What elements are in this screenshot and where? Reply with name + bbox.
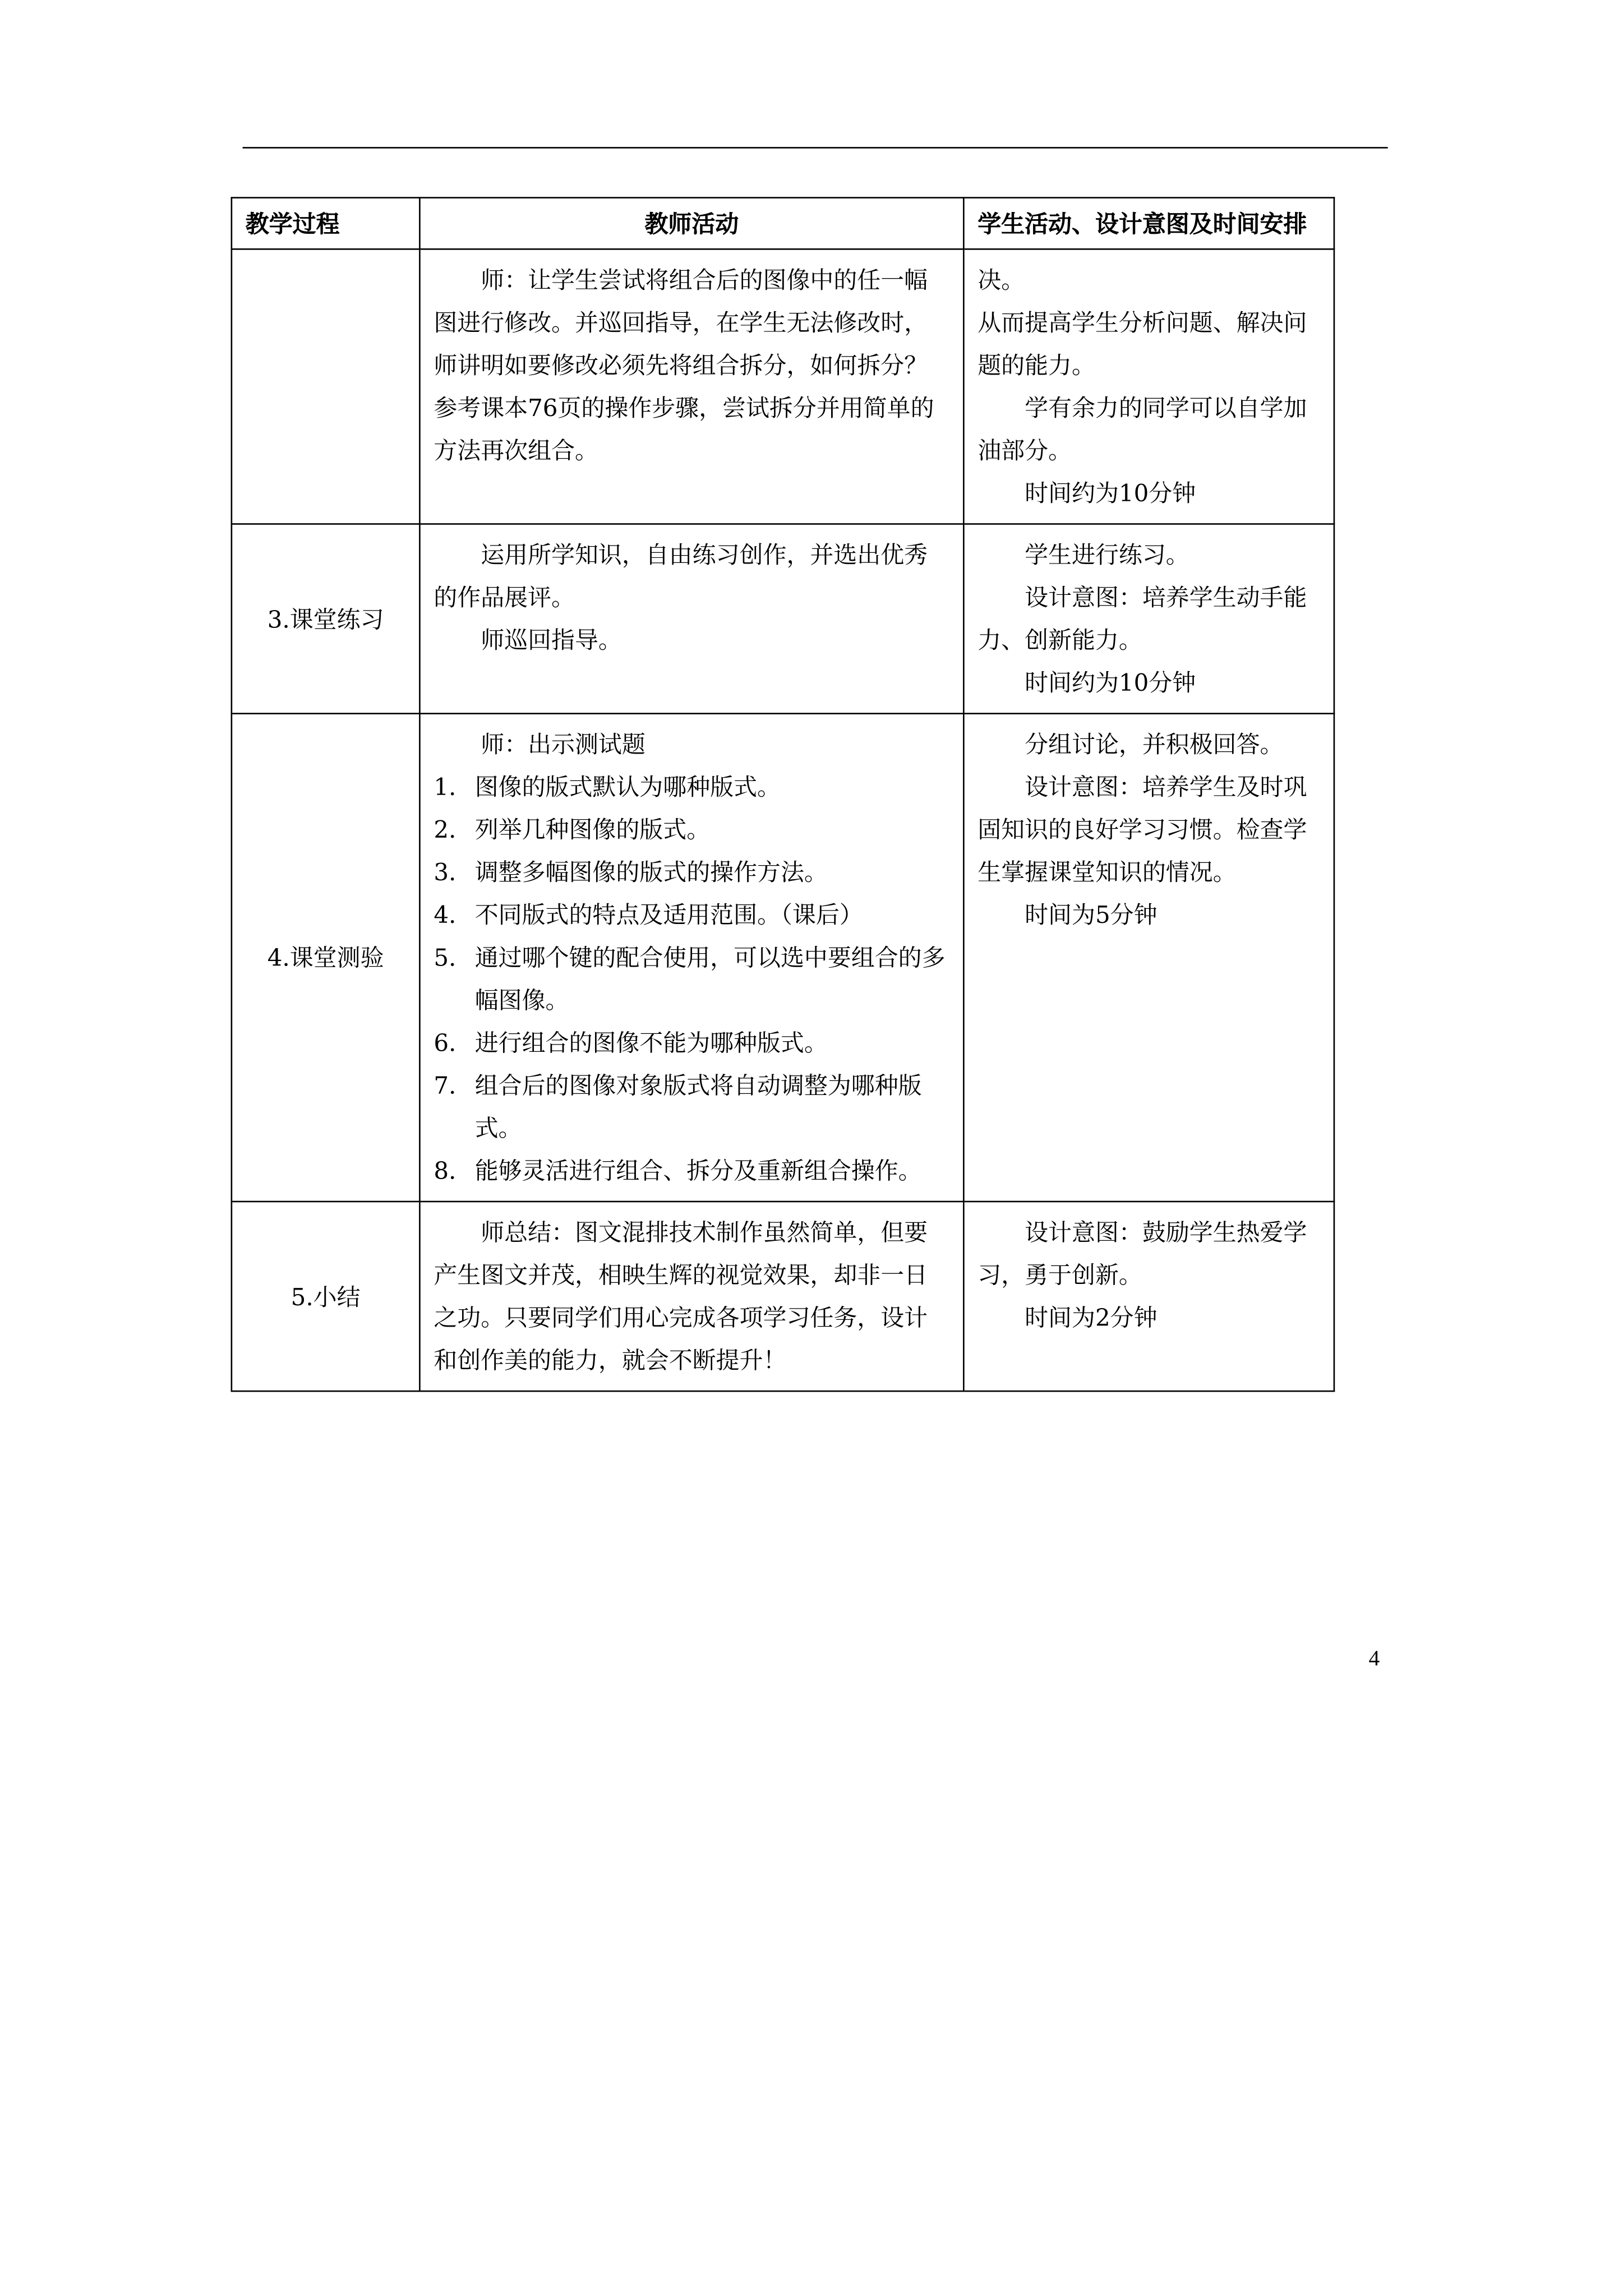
- question-number: 7.: [434, 1071, 457, 1100]
- question-text: 图像的版式默认为哪种版式。: [474, 773, 781, 801]
- student-text: 时间为2分钟: [1025, 1304, 1158, 1332]
- student-text: 设计意图：培养学生及时巩固知识的良好学习习惯。检查学生掌握课堂知识的情况。: [978, 773, 1307, 886]
- table-row: [232, 249, 1334, 524]
- student-cell: [963, 249, 1334, 524]
- table-row: [232, 524, 1334, 714]
- question-text: 组合后的图像对象版式将自动调整为哪种版式。: [474, 1071, 922, 1142]
- question-text: 调整多幅图像的版式的操作方法。: [474, 858, 828, 886]
- header-stage: 教学过程: [232, 198, 420, 250]
- student-cell: [963, 1202, 1334, 1391]
- student-text: 时间为5分钟: [1025, 900, 1158, 929]
- header-student-activity: 学生活动、设计意图及时间安排: [963, 198, 1334, 250]
- teacher-text: 师：让学生尝试将组合后的图像中的任一幅图进行修改。并巡回指导，在学生无法修改时，师讲明如要修改必须先将组合拆分，如何拆分？参考课本76页的操作步骤，尝试拆分并用简单的方法再次组合。: [434, 266, 934, 465]
- teacher-text: 师总结：图文混排技术制作虽然简单，但要产生图文并茂，相映生辉的视觉效果，却非一日之功。只要同学们用心完成各项学习任务，设计和创作美的能力，就会不断提升！: [434, 1218, 928, 1375]
- student-text: 从而提高学生分析问题、解决问题的能力。: [978, 308, 1307, 380]
- teacher-cell: [419, 1202, 963, 1391]
- list-item: [434, 936, 949, 1022]
- question-text: 能够灵活进行组合、拆分及重新组合操作。: [474, 1157, 922, 1185]
- student-text: 学有余力的同学可以自学加油部分。: [978, 394, 1307, 465]
- list-item: [434, 1022, 949, 1064]
- table-row: [232, 1202, 1334, 1391]
- question-number: 5.: [434, 943, 457, 972]
- stage-cell: [232, 249, 420, 524]
- stage-cell: 3.课堂练习: [232, 524, 420, 714]
- list-item: [434, 1149, 949, 1192]
- list-item: [434, 766, 949, 809]
- header-teacher-activity: 教师活动: [419, 198, 963, 250]
- teacher-cell: [419, 249, 963, 524]
- teacher-text: 师：出示测试题: [481, 730, 645, 759]
- table-header-row: [232, 198, 1334, 250]
- question-number: 4.: [434, 900, 457, 929]
- teacher-cell: [419, 524, 963, 714]
- question-list: [434, 766, 949, 1192]
- question-text: 进行组合的图像不能为哪种版式。: [474, 1028, 828, 1057]
- teacher-text: 师巡回指导。: [481, 626, 622, 654]
- teacher-cell: [419, 714, 963, 1202]
- question-number: 3.: [434, 858, 457, 886]
- list-item: [434, 1064, 949, 1149]
- list-item: [434, 851, 949, 894]
- student-cell: [963, 524, 1334, 714]
- question-text: 列举几种图像的版式。: [474, 815, 711, 844]
- table-row: [232, 714, 1334, 1202]
- student-text: 时间约为10分钟: [1025, 479, 1196, 507]
- lesson-plan-table: [231, 197, 1335, 1392]
- question-number: 2.: [434, 815, 457, 844]
- question-text: 通过哪个键的配合使用，可以选中要组合的多幅图像。: [474, 943, 946, 1014]
- student-text: 设计意图：鼓励学生热爱学习，勇于创新。: [978, 1218, 1307, 1289]
- question-number: 6.: [434, 1028, 457, 1057]
- question-number: 1.: [434, 773, 457, 801]
- stage-cell: 5.小结: [232, 1202, 420, 1391]
- page-number: 4: [1368, 1647, 1380, 1671]
- student-text: 设计意图：培养学生动手能力、创新能力。: [978, 583, 1307, 654]
- list-item: [434, 809, 949, 851]
- student-text: 决。: [978, 266, 1025, 294]
- student-text: 学生进行练习。: [1025, 540, 1189, 569]
- teacher-text: 运用所学知识，自由练习创作，并选出优秀的作品展评。: [434, 540, 928, 612]
- list-item: [434, 894, 949, 936]
- header-rule: [243, 147, 1388, 149]
- student-text: 时间约为10分钟: [1025, 668, 1196, 697]
- question-number: 8.: [434, 1157, 457, 1185]
- student-cell: [963, 714, 1334, 1202]
- student-text: 分组讨论，并积极回答。: [1025, 730, 1284, 759]
- question-text: 不同版式的特点及适用范围。（课后）: [474, 900, 863, 929]
- stage-cell: 4.课堂测验: [232, 714, 420, 1202]
